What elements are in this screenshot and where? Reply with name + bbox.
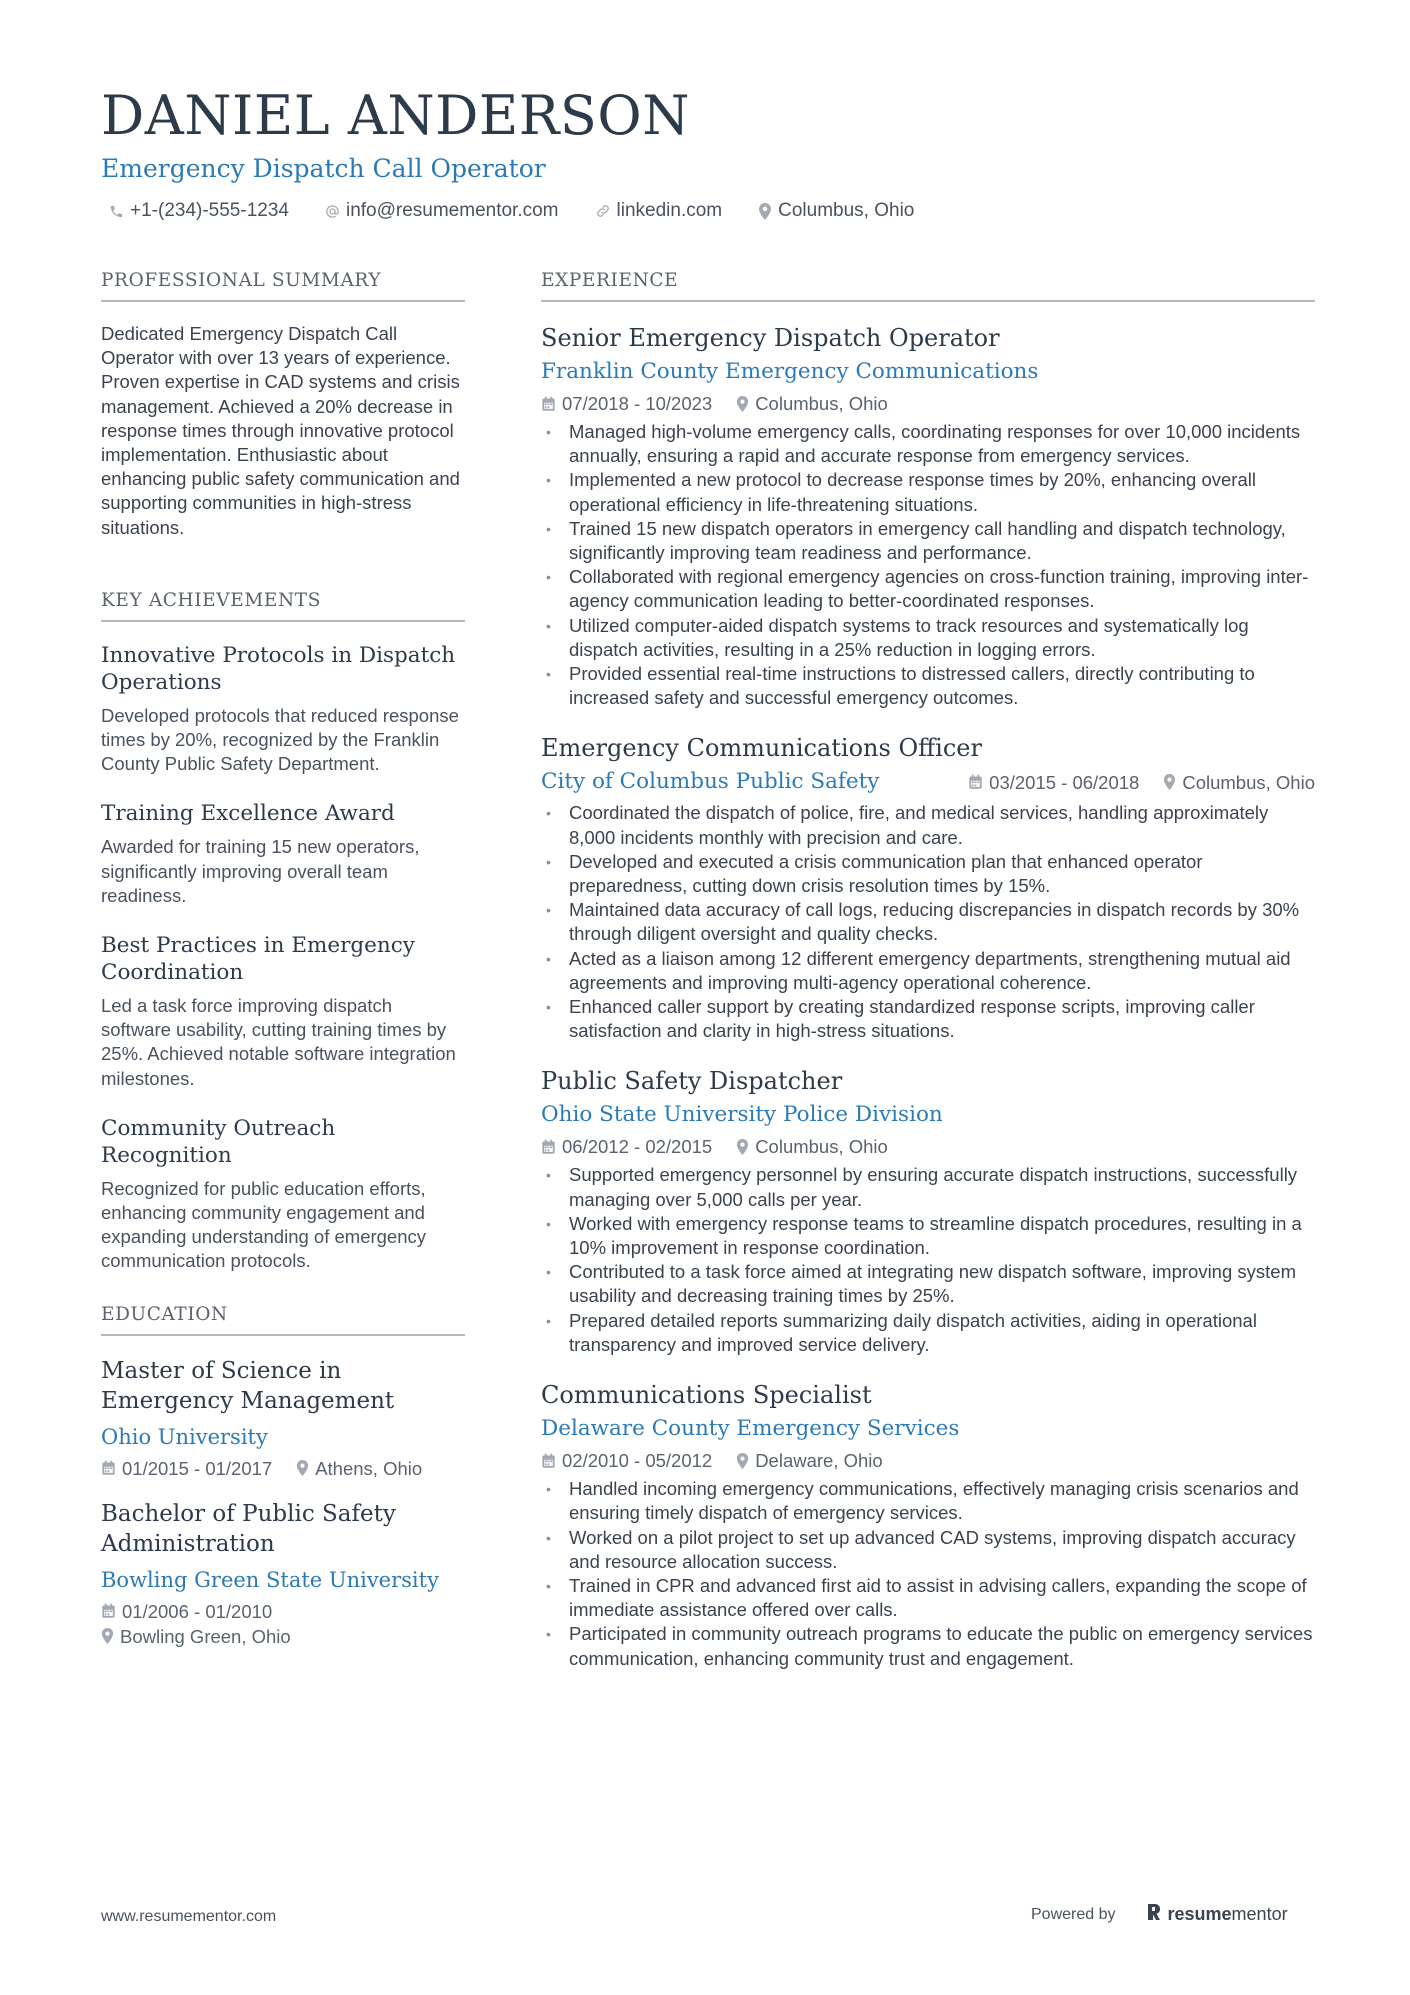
education-school: Ohio University <box>101 1424 268 1449</box>
job-title: Public Safety Dispatcher <box>541 1067 843 1096</box>
job-meta <box>968 770 1315 795</box>
achievement-item <box>101 642 465 777</box>
bullet-item: • Contributed to a task force aimed at integrating new dispatch software, improving system usability and decreasing training times by 25%. <box>541 1260 1315 1308</box>
location-text: Columbus, Ohio <box>778 200 915 221</box>
education-location <box>296 1456 422 1481</box>
bullet-item: • Participated in community outreach programs to educate the public on emergency services communication, enhancing community trust and engagement. <box>541 1622 1315 1670</box>
job-bullets <box>541 801 1315 1043</box>
job-location-text: Columbus, Ohio <box>755 393 888 414</box>
job-entry <box>541 732 1315 1043</box>
achievement-desc: Led a task force improving dispatch software usability, cutting training times by 25%. Achieved notable software integration milestones. <box>101 995 456 1089</box>
job-dates-text: 03/2015 - 06/2018 <box>989 771 1140 793</box>
job-bullets <box>541 1163 1315 1357</box>
job-company: City of Columbus Public Safety <box>541 769 880 795</box>
powered-by-text: Powered by <box>1031 1905 1116 1923</box>
resume-header <box>101 82 1321 222</box>
footer-branding <box>1031 1902 1288 1927</box>
education-dates <box>101 1456 272 1481</box>
achievements-list <box>101 642 465 1274</box>
map-pin-icon <box>736 1139 749 1155</box>
bullet-item: • Worked with emergency response teams to streamline dispatch procedures, resulting in a 10% improvement in response coordination. <box>541 1212 1315 1260</box>
job-bullets <box>541 1477 1315 1671</box>
at-icon <box>325 204 340 219</box>
job-entry <box>541 322 1315 710</box>
job-location <box>736 1448 883 1473</box>
bullet-item: • Developed and executed a crisis communication plan that enhanced operator preparedness, cutting down crisis resolution times by 15%. <box>541 850 1315 898</box>
bullet-item: • Managed high-volume emergency calls, coordinating responses for over 10,000 incidents annually, ensuring a rapid and accurate response from emergency services. <box>541 420 1315 468</box>
achievement-item <box>101 1115 465 1274</box>
education-location-text: Bowling Green, Ohio <box>120 1625 291 1647</box>
calendar-icon <box>101 1603 116 1619</box>
job-company: Franklin County Emergency Communications <box>541 359 1039 384</box>
education-degree: Bachelor of Public Safety Administration <box>101 1500 396 1557</box>
map-pin-icon <box>736 1453 749 1469</box>
map-pin-icon <box>1163 774 1176 790</box>
summary-text: Dedicated Emergency Dispatch Call Operator with over 13 years of experience. Proven expertise in CAD systems and crisis management. Achieved a 20% decrease in response times through innovative protocol implementation. Enthusiastic about enhancing public safety communication and supporting communities in high-stress situations. <box>101 323 460 538</box>
bullet-item: • Handled incoming emergency communications, effectively managing crisis scenarios and ensuring timely dispatch of emergency services. <box>541 1477 1315 1525</box>
job-entry <box>541 1065 1315 1357</box>
job-dates <box>541 1448 712 1473</box>
job-bullets <box>541 420 1315 710</box>
job-company-row <box>541 767 1315 797</box>
job-dates <box>541 391 712 416</box>
resumementor-logo-icon <box>1146 1902 1162 1927</box>
bullet-item: • Worked on a pilot project to set up advanced CAD systems, improving dispatch accuracy and resource allocation success. <box>541 1526 1315 1574</box>
job-dates-text: 06/2012 - 02/2015 <box>562 1136 713 1158</box>
achievement-title: Best Practices in Emergency Coordination <box>101 933 415 986</box>
candidate-title: Emergency Dispatch Call Operator <box>101 154 546 183</box>
job-dates-text: 02/2010 - 05/2012 <box>562 1450 713 1472</box>
calendar-icon <box>541 396 556 412</box>
education-location <box>101 1624 291 1649</box>
bullet-item: • Prepared detailed reports summarizing daily dispatch activities, aiding in operational transparency and improved service delivery. <box>541 1309 1315 1357</box>
bullet-item: • Acted as a liaison among 12 different emergency departments, strengthening mutual aid agreements and improving multi-agency operational coherence. <box>541 947 1315 995</box>
job-dates <box>968 770 1139 795</box>
education-school: Bowling Green State University <box>101 1567 439 1592</box>
achievement-desc: Awarded for training 15 new operators, significantly improving overall team readiness. <box>101 836 420 906</box>
job-title: Emergency Communications Officer <box>541 734 982 763</box>
achievement-item <box>101 800 465 908</box>
map-pin-icon <box>736 396 749 412</box>
job-location <box>736 391 888 416</box>
job-location-text: Columbus, Ohio <box>1182 771 1315 793</box>
achievement-desc: Developed protocols that reduced response times by 20%, recognized by the Franklin County Public Safety Department. <box>101 704 459 775</box>
email-text: info@resumementor.com <box>345 200 559 221</box>
job-meta <box>541 1448 1315 1473</box>
phone-text: +1-(234)-555-1234 <box>130 200 289 221</box>
bullet-item: • Maintained data accuracy of call logs, reducing discrepancies in dispatch records by 30% through diligent oversight and quality checks. <box>541 898 1315 946</box>
contact-phone <box>109 200 289 222</box>
job-company: Delaware County Emergency Services <box>541 1416 960 1442</box>
map-pin-icon <box>296 1460 309 1476</box>
job-entry <box>541 1379 1315 1671</box>
map-pin-icon <box>758 203 772 220</box>
achievement-title: Innovative Protocols in Dispatch Operations <box>101 642 456 695</box>
link-icon <box>595 203 611 219</box>
linkedin-text: linkedin.com <box>616 200 723 221</box>
education-item <box>101 1499 465 1649</box>
calendar-icon <box>541 1453 556 1469</box>
bullet-item: • Coordinated the dispatch of police, fire, and medical services, handling approximately 8,000 incidents monthly with precision and care. <box>541 801 1315 849</box>
bullet-item: • Implemented a new protocol to decrease response times by 20%, enhancing overall operational efficiency in life-threatening situations. <box>541 468 1315 516</box>
job-location-text: Delaware, Ohio <box>755 1450 883 1472</box>
bullet-item: • Collaborated with regional emergency agencies on cross-function training, improving inter-agency communication leading to better-coordinated responses. <box>541 565 1315 613</box>
calendar-icon <box>968 774 983 790</box>
footer-website[interactable]: www.resumementor.com <box>101 1908 277 1925</box>
calendar-icon <box>101 1460 116 1476</box>
education-item <box>101 1356 465 1481</box>
job-meta <box>541 1134 1315 1159</box>
bullet-item: • Trained in CPR and advanced first aid to assist in advising callers, expanding the scope of immediate assistance offered over calls. <box>541 1574 1315 1622</box>
bullet-item: • Utilized computer-aided dispatch systems to track resources and systematically log dispatch activities, resulting in a 25% reduction in logging errors. <box>541 614 1315 662</box>
job-meta <box>541 391 1315 416</box>
contact-email[interactable] <box>325 200 559 222</box>
achievement-item <box>101 932 465 1091</box>
education-meta <box>101 1599 465 1649</box>
job-title: Communications Specialist <box>541 1381 872 1410</box>
education-heading: EDUCATION <box>101 1302 465 1336</box>
achievement-desc: Recognized for public education efforts, enhancing community engagement and expanding understanding of emergency communication protocols. <box>101 1177 427 1272</box>
brand-name-a: resume <box>1167 1904 1232 1924</box>
job-location-text: Columbus, Ohio <box>755 1136 888 1158</box>
education-dates-text: 01/2006 - 01/2010 <box>122 1600 273 1622</box>
achievement-title: Training Excellence Award <box>101 801 395 827</box>
education-dates <box>101 1599 272 1624</box>
brand-name-b: mentor <box>1231 1904 1288 1924</box>
left-column <box>101 268 465 1667</box>
job-company: Ohio State University Police Division <box>541 1102 943 1128</box>
job-dates <box>541 1134 712 1159</box>
map-pin-icon <box>101 1628 114 1644</box>
bullet-item: • Trained 15 new dispatch operators in emergency call handling and dispatch technology, significantly improving team readiness and performance. <box>541 517 1315 565</box>
achievements-heading: KEY ACHIEVEMENTS <box>101 588 465 622</box>
summary-heading: PROFESSIONAL SUMMARY <box>101 268 465 302</box>
contact-bar <box>101 200 1321 222</box>
bullet-item: • Provided essential real-time instructions to distressed callers, directly contributing to increased safety and successful emergency outcomes. <box>541 662 1315 710</box>
education-meta <box>101 1456 465 1481</box>
job-location <box>1163 770 1315 795</box>
calendar-icon <box>541 1139 556 1155</box>
phone-icon <box>109 204 124 219</box>
right-column <box>541 268 1315 1693</box>
contact-location <box>758 200 914 222</box>
achievement-title: Community Outreach Recognition <box>101 1115 336 1168</box>
education-degree: Master of Science in Emergency Management <box>101 1357 395 1414</box>
bullet-item: • Enhanced caller support by creating standardized response scripts, improving caller satisfaction and clarity in high-stress situations. <box>541 995 1315 1043</box>
candidate-name: DANIEL ANDERSON <box>101 84 690 147</box>
contact-linkedin[interactable] <box>595 200 723 222</box>
job-dates-text: 07/2018 - 10/2023 <box>562 393 713 414</box>
education-location-text: Athens, Ohio <box>315 1457 423 1479</box>
job-title: Senior Emergency Dispatch Operator <box>541 324 1000 352</box>
job-location <box>736 1134 888 1159</box>
brand-logo[interactable] <box>1146 1902 1288 1927</box>
bullet-item: • Supported emergency personnel by ensuring accurate dispatch instructions, successfully managing over 5,000 calls per year. <box>541 1163 1315 1211</box>
experience-heading: EXPERIENCE <box>541 268 1315 302</box>
education-dates-text: 01/2015 - 01/2017 <box>122 1457 273 1479</box>
